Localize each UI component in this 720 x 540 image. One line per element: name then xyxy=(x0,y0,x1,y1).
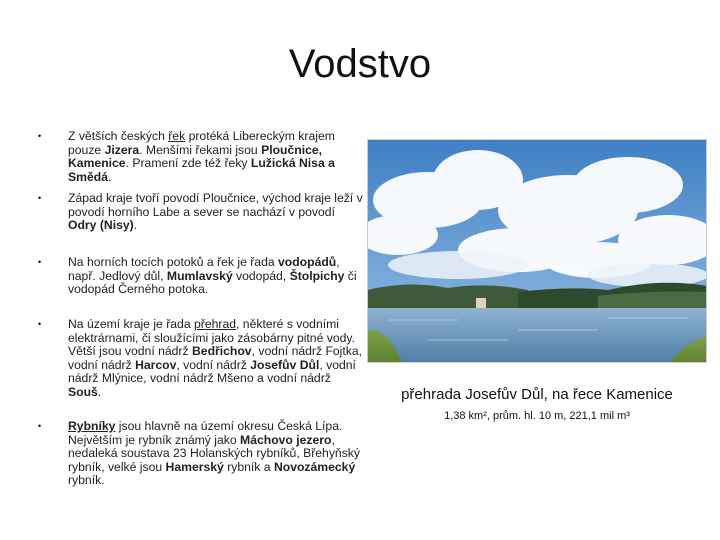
bullet-dot: • xyxy=(38,319,42,329)
bullet-text: Západ kraje tvoří povodí Ploučnice, východ kraje leží v povodí horního Labe a sever se nachází v povodí Odry (Nisy). xyxy=(68,191,363,233)
bullet-text: Na horních tocích potoků a řek je řada vodopádů, např. Jedlový důl, Mumlavský vodopád, Štolpichy či vodopád Černého potoka. xyxy=(68,255,357,297)
bullet-dot: • xyxy=(38,421,42,431)
bullet-dot: • xyxy=(38,257,42,267)
bullet-text: Rybníky jsou hlavně na území okresu Česká Lípa. Největším je rybník známý jako Máchovo jezero, nedaleká soustava 23 Holanských rybníků, Břehyňský rybník, velké jsou Hamerský rybník a Novozámecký rybník. xyxy=(68,419,360,488)
photo-caption: přehrada Josefův Důl, na řece Kamenice xyxy=(401,386,673,403)
bullet-dot: • xyxy=(38,193,42,203)
reservoir-photo xyxy=(367,139,707,363)
bullet-text: Na území kraje je řada přehrad, některé s vodními elektrárnami, či sloužícími jako zásobárny pitné vody. Větší jsou vodní nádrž Bedřichov, vodní nádrž Fojtka, vodní nádrž Harcov, vodní nádrž Josefův Důl, vodní nádrž Mlýnice, vodní nádrž Mšeno a vodní nádrž Souš. xyxy=(68,317,363,399)
bullet-dot: • xyxy=(38,131,42,141)
photo-subcaption: 1,38 km², prům. hl. 10 m, 221,1 mil m³ xyxy=(444,410,630,422)
bullet-text: Z větších českých řek protéká Libereckým krajem pouze Jizera. Menšími řekami jsou Ploučnice, Kamenice. Pramení zde též řeky Lužická Nisa a Smědá. xyxy=(68,129,335,184)
slide-title: Vodstvo xyxy=(288,42,432,86)
